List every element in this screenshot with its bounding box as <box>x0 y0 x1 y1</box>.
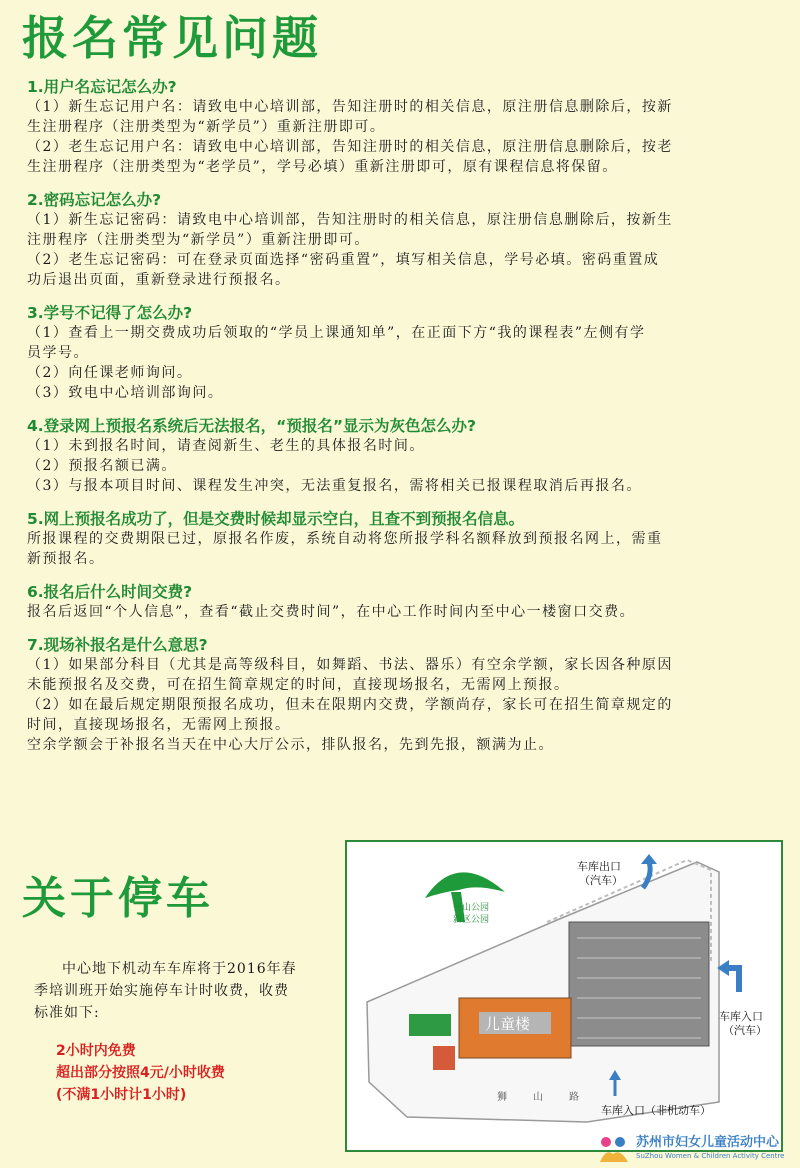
faq-item <box>27 190 787 290</box>
bike-entrance-label: 车库入口（非机动车） <box>601 1104 711 1117</box>
org-logo <box>596 1134 796 1164</box>
faq-answer-line: 所报课程的交费期限已过，原报名作废，系统自动将您所报学科名额释放到预报名网上，需重 <box>27 531 663 547</box>
parking-text-line: 标准如下: <box>34 1005 100 1021</box>
faq-answer-line: （3）与报本项目时间、课程发生冲突，无法重复报名，需将相关已报课程取消后再报名。 <box>27 478 642 494</box>
faq-answer-line: （1）未到报名时间，请查阅新生、老生的具体报名时间。 <box>27 438 425 454</box>
faq-item <box>27 582 787 622</box>
faq-answer-line: 生注册程序（注册类型为“老学员”，学号必填）重新注册即可，原有课程信息将保留。 <box>27 159 618 175</box>
faq-answer-line: （2）如在最后规定期限预报名成功，但未在限期内交费，学额尚存，家长可在招生简章规定的 <box>27 697 673 713</box>
fee-item: 2小时内免费 <box>56 1043 136 1059</box>
faq-answer-line: （2）老生忘记用户名：请致电中心培训部，告知注册时的相关信息，原注册信息删除后，按老 <box>27 139 673 155</box>
faq-answer-line: （3）致电中心培训部询问。 <box>27 385 224 401</box>
small-building <box>433 1046 455 1070</box>
faq-answer-line: 报名后返回“个人信息”，查看“截止交费时间”，在中心工作时间内至中心一楼窗口交费。 <box>27 604 636 620</box>
faq-answer-line: （2）老生忘记密码：可在登录页面选择“密码重置”，填写相关信息，学号必填。密码重置成 <box>27 252 660 268</box>
faq-item <box>27 77 787 177</box>
faq-answer-line: 功后退出页面，重新登录进行预报名。 <box>27 272 291 288</box>
faq-answer-line: 空余学额会于补报名当天在中心大厅公示，排队报名，先到先报，额满为止。 <box>27 737 554 753</box>
faq-question: 3.学号不记得了怎么办? <box>27 304 193 322</box>
faq-answer-line: （1）新生忘记用户名：请致电中心培训部，告知注册时的相关信息，原注册信息删除后，按新 <box>27 99 673 115</box>
lawn-area <box>409 1014 451 1036</box>
org-name-en: SuZhou Women & Children Activity Centre <box>636 1152 785 1160</box>
exit-arrowhead-icon <box>641 854 657 864</box>
faq-question: 5.网上预报名成功了，但是交费时候却显示空白，且查不到预报名信息。 <box>27 510 525 528</box>
parking-fees <box>56 1040 225 1106</box>
faq-answer-line: 员学号。 <box>27 345 89 361</box>
faq-item <box>27 416 787 496</box>
faq-question: 6.报名后什么时间交费? <box>27 583 193 601</box>
faq-question: 7.现场补报名是什么意思? <box>27 636 208 654</box>
exit-label-1: 车库出口 <box>577 860 621 873</box>
faq-answer-line: （1）如果部分科目（尤其是高等级科目，如舞蹈、书法、器乐）有空余学额，家长因各种原因 <box>27 657 673 673</box>
parking-text-line: 中心地下机动车车库将于2016年春 <box>62 961 297 977</box>
parking-map-drawing <box>347 842 781 1150</box>
page-title: 报名常见问题 <box>22 11 322 65</box>
faq-answer-line: 注册程序（注册类型为“新学员”）重新注册即可。 <box>27 232 370 248</box>
road-char: 狮 <box>497 1092 507 1103</box>
faq-item <box>27 303 787 403</box>
faq-answer-line: 时间，直接现场报名，无需网上预报。 <box>27 717 291 733</box>
parking-description <box>34 958 334 1024</box>
faq-answer-line: （2）预报名额已满。 <box>27 458 177 474</box>
faq-answer-line: （1）新生忘记密码：请致电中心培训部，告知注册时的相关信息，原注册信息删除后，按新生 <box>27 212 673 228</box>
faq-question: 2.密码忘记怎么办? <box>27 191 162 209</box>
parking-map <box>345 840 783 1152</box>
faq-answer-line: 生注册程序（注册类型为“新学员”）重新注册即可。 <box>27 119 386 135</box>
faq-answer-line: 未能预报名及交费，可在招生简章规定的时间，直接现场报名，无需网上预报。 <box>27 677 570 693</box>
exit-label-2: （汽车） <box>579 874 623 887</box>
garage-block <box>569 922 709 1046</box>
building-label: 儿童楼 <box>485 1015 531 1033</box>
org-emblem-icon <box>596 1134 632 1164</box>
faq-answer-line: （1）查看上一期交费成功后领取的“学员上课通知单”，在正面下方“我的课程表”左侧有学 <box>27 325 646 341</box>
parking-title: 关于停车 <box>22 873 214 924</box>
fee-item: 超出部分按照4元/小时收费 <box>56 1065 225 1081</box>
faq-question: 1.用户名忘记怎么办? <box>27 78 177 96</box>
park-name-1: 何山公园 <box>453 903 490 913</box>
faq-answer-line: （2）向任课老师询问。 <box>27 365 193 381</box>
road-char: 山 <box>533 1092 543 1103</box>
faq-answer-line: 新预报名。 <box>27 551 105 567</box>
faq-list <box>27 77 787 768</box>
road-char: 路 <box>569 1092 579 1103</box>
car-entrance-label-1: 车库入口 <box>719 1010 763 1023</box>
fee-item: (不满1小时计1小时) <box>56 1087 187 1103</box>
parking-text-line: 季培训班开始实施停车计时收费，收费 <box>34 983 289 999</box>
faq-item <box>27 509 787 569</box>
car-entrance-label-2: （汽车） <box>723 1024 767 1037</box>
faq-item <box>27 635 787 755</box>
faq-question: 4.登录网上预报名系统后无法报名，“预报名”显示为灰色怎么办? <box>27 417 477 435</box>
park-name-2: 新区公园 <box>453 915 490 925</box>
org-name: 苏州市妇女儿童活动中心 <box>636 1135 780 1150</box>
